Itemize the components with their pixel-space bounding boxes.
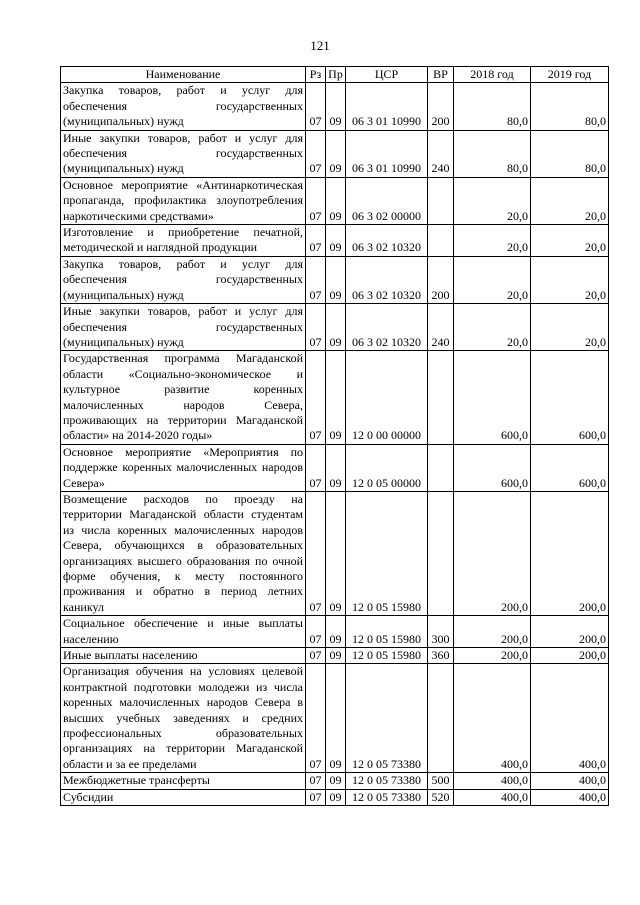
row-name-cell: Возмещение расходов по проезду на территории Магаданской области студентам из числа коренных малочисленных народов Севера, обучающихся в образовательных организациях высшего образования по очной форме обучения, к месту постоянного проживания и обратно в период летних каникул: [61, 491, 306, 615]
row-csr-cell: 12 0 05 15980: [346, 616, 428, 648]
table-body: [61, 83, 609, 806]
row-rz-cell: 07: [306, 225, 326, 257]
row-2019-cell: 20,0: [531, 256, 609, 303]
table-row: [61, 177, 609, 224]
row-2018-cell: 20,0: [454, 256, 531, 303]
table-row: [61, 83, 609, 130]
table-row: [61, 491, 609, 615]
table-row: [61, 444, 609, 491]
row-pr-cell: 09: [326, 444, 346, 491]
row-2018-cell: 600,0: [454, 351, 531, 444]
row-name-cell: Основное мероприятие «Мероприятия по поддержке коренных малочисленных народов Севера»: [61, 444, 306, 491]
page-number: 121: [310, 38, 330, 53]
row-name-cell: Субсидии: [61, 789, 306, 805]
row-rz-cell: 07: [306, 616, 326, 648]
row-csr-cell: 06 3 02 10320: [346, 256, 428, 303]
row-2019-cell: 200,0: [531, 616, 609, 648]
row-vr-cell: [428, 491, 454, 615]
row-name-cell: Социальное обеспечение и иные выплаты населению: [61, 616, 306, 648]
row-rz-cell: 07: [306, 177, 326, 224]
row-2018-cell: 20,0: [454, 225, 531, 257]
row-2018-cell: 200,0: [454, 491, 531, 615]
row-rz-cell: 07: [306, 773, 326, 789]
row-name-cell: Иные выплаты населению: [61, 648, 306, 664]
row-2019-cell: 400,0: [531, 664, 609, 773]
row-vr-cell: 360: [428, 648, 454, 664]
row-vr-cell: [428, 351, 454, 444]
row-2019-cell: 200,0: [531, 491, 609, 615]
row-vr-cell: 200: [428, 256, 454, 303]
row-name-cell: Закупка товаров, работ и услуг для обеспечения государственных (муниципальных) нужд: [61, 83, 306, 130]
row-name-cell: Организация обучения на условиях целевой контрактной подготовки молодежи из числа коренных малочисленных народов Севера в высших учебных заведениях и средних профессиональных образовательных организациях на территории Магаданской области и за ее пределами: [61, 664, 306, 773]
row-vr-cell: [428, 444, 454, 491]
header-csr: ЦСР: [346, 67, 428, 83]
row-vr-cell: [428, 225, 454, 257]
row-pr-cell: 09: [326, 351, 346, 444]
header-vr: ВР: [428, 67, 454, 83]
table-row: [61, 648, 609, 664]
header-2019: 2019 год: [531, 67, 609, 83]
row-rz-cell: 07: [306, 256, 326, 303]
header-rz: Рз: [306, 67, 326, 83]
row-csr-cell: 12 0 05 00000: [346, 444, 428, 491]
row-csr-cell: 06 3 02 10320: [346, 304, 428, 351]
row-vr-cell: 240: [428, 130, 454, 177]
row-2018-cell: 20,0: [454, 177, 531, 224]
table-row: [61, 256, 609, 303]
row-csr-cell: 12 0 05 73380: [346, 773, 428, 789]
row-csr-cell: 12 0 05 73380: [346, 789, 428, 805]
row-name-cell: Закупка товаров, работ и услуг для обеспечения государственных (муниципальных) нужд: [61, 256, 306, 303]
row-csr-cell: 12 0 05 15980: [346, 648, 428, 664]
row-name-cell: Изготовление и приобретение печатной, методической и наглядной продукции: [61, 225, 306, 257]
row-2019-cell: 600,0: [531, 351, 609, 444]
row-2019-cell: 20,0: [531, 177, 609, 224]
row-2018-cell: 600,0: [454, 444, 531, 491]
row-2019-cell: 400,0: [531, 789, 609, 805]
row-rz-cell: 07: [306, 491, 326, 615]
row-2019-cell: 80,0: [531, 83, 609, 130]
row-vr-cell: 520: [428, 789, 454, 805]
row-vr-cell: 240: [428, 304, 454, 351]
row-name-cell: Государственная программа Магаданской области «Социально-экономическое и культурное развитие коренных малочисленных народов Севера, проживающих на территории Магаданской области» на 2014-2020 годы»: [61, 351, 306, 444]
row-pr-cell: 09: [326, 256, 346, 303]
row-2019-cell: 80,0: [531, 130, 609, 177]
row-2019-cell: 20,0: [531, 304, 609, 351]
row-pr-cell: 09: [326, 664, 346, 773]
row-vr-cell: 200: [428, 83, 454, 130]
row-rz-cell: 07: [306, 789, 326, 805]
row-name-cell: Иные закупки товаров, работ и услуг для обеспечения государственных (муниципальных) нужд: [61, 130, 306, 177]
table-row: [61, 130, 609, 177]
row-csr-cell: 12 0 05 73380: [346, 664, 428, 773]
row-name-cell: Иные закупки товаров, работ и услуг для обеспечения государственных (муниципальных) нужд: [61, 304, 306, 351]
row-csr-cell: 06 3 01 10990: [346, 130, 428, 177]
row-csr-cell: 06 3 02 00000: [346, 177, 428, 224]
row-csr-cell: 12 0 05 15980: [346, 491, 428, 615]
row-name-cell: Межбюджетные трансферты: [61, 773, 306, 789]
row-pr-cell: 09: [326, 225, 346, 257]
row-2018-cell: 80,0: [454, 83, 531, 130]
row-rz-cell: 07: [306, 648, 326, 664]
row-name-cell: Основное мероприятие «Антинаркотическая пропаганда, профилактика злоупотребления наркотическими средствами»: [61, 177, 306, 224]
row-pr-cell: 09: [326, 130, 346, 177]
table-row: [61, 304, 609, 351]
row-rz-cell: 07: [306, 351, 326, 444]
row-2018-cell: 400,0: [454, 664, 531, 773]
budget-table: [60, 66, 609, 806]
row-2019-cell: 600,0: [531, 444, 609, 491]
row-2018-cell: 400,0: [454, 773, 531, 789]
header-name: Наименование: [61, 67, 306, 83]
row-vr-cell: [428, 177, 454, 224]
row-2018-cell: 80,0: [454, 130, 531, 177]
row-2019-cell: 200,0: [531, 648, 609, 664]
row-csr-cell: 06 3 02 10320: [346, 225, 428, 257]
row-csr-cell: 06 3 01 10990: [346, 83, 428, 130]
row-2019-cell: 400,0: [531, 773, 609, 789]
table-row: [61, 225, 609, 257]
row-pr-cell: 09: [326, 616, 346, 648]
row-rz-cell: 07: [306, 444, 326, 491]
header-row: [61, 67, 609, 83]
row-2018-cell: 400,0: [454, 789, 531, 805]
row-rz-cell: 07: [306, 664, 326, 773]
row-vr-cell: 500: [428, 773, 454, 789]
row-pr-cell: 09: [326, 177, 346, 224]
header-pr: Пр: [326, 67, 346, 83]
row-pr-cell: 09: [326, 648, 346, 664]
row-2019-cell: 20,0: [531, 225, 609, 257]
row-2018-cell: 200,0: [454, 616, 531, 648]
row-2018-cell: 200,0: [454, 648, 531, 664]
row-rz-cell: 07: [306, 83, 326, 130]
row-pr-cell: 09: [326, 304, 346, 351]
row-vr-cell: 300: [428, 616, 454, 648]
row-pr-cell: 09: [326, 789, 346, 805]
row-pr-cell: 09: [326, 491, 346, 615]
row-rz-cell: 07: [306, 304, 326, 351]
row-pr-cell: 09: [326, 773, 346, 789]
table-row: [61, 773, 609, 789]
table-row: [61, 789, 609, 805]
row-2018-cell: 20,0: [454, 304, 531, 351]
row-vr-cell: [428, 664, 454, 773]
header-2018: 2018 год: [454, 67, 531, 83]
table-row: [61, 616, 609, 648]
table-row: [61, 351, 609, 444]
table-row: [61, 664, 609, 773]
row-pr-cell: 09: [326, 83, 346, 130]
row-csr-cell: 12 0 00 00000: [346, 351, 428, 444]
row-rz-cell: 07: [306, 130, 326, 177]
